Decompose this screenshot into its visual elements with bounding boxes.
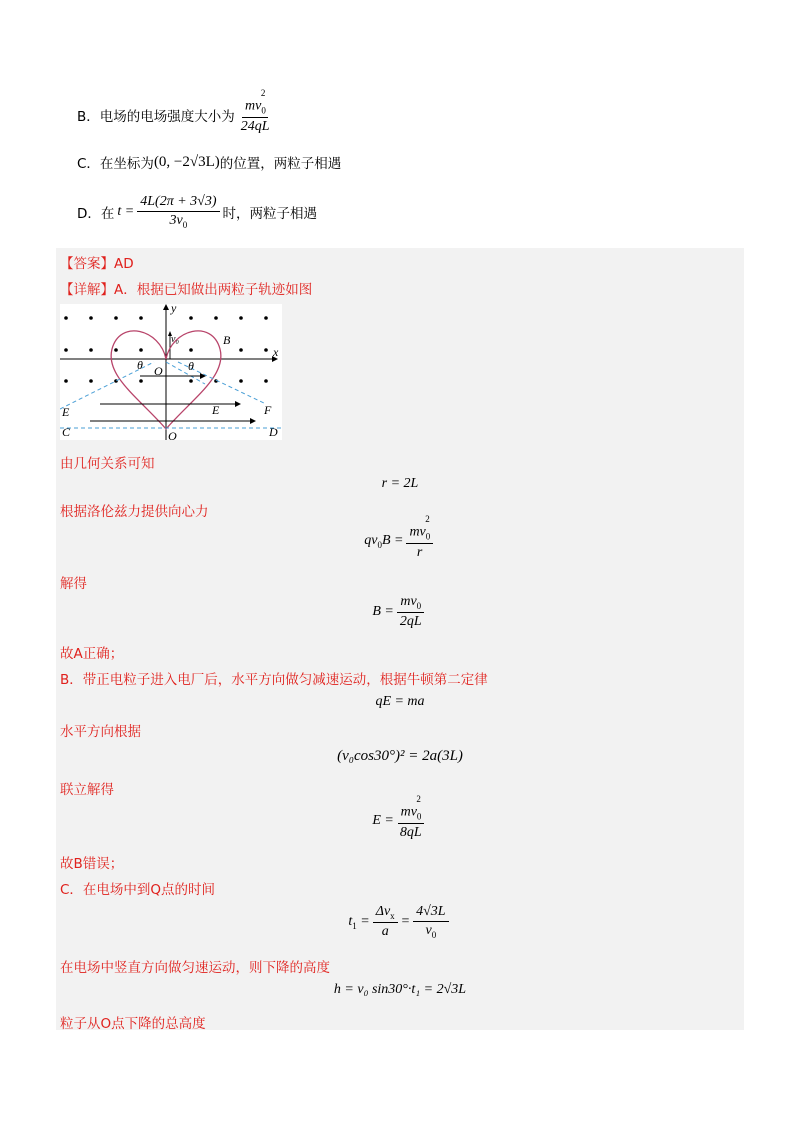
line-total: 粒子从O点下降的总高度 [60,1016,206,1032]
trajectory-figure [60,304,282,440]
option-c: C．在坐标为 (0, −2√3L) 的位置，两粒子相遇 [77,153,342,172]
eq-t1: $t_1$ = $\frac{\Delta v_x}{a}$ = $\frac{4√3L}{v_0}$ [56,904,744,940]
label-y: y [171,304,177,315]
label-e-left: E [62,405,70,419]
label-d: D [269,425,278,439]
detail-line: 【详解】A．根据已知做出两粒子轨迹如图 [60,282,313,298]
option-b-text: B．电场的电场强度大小为 [77,109,235,126]
option-b [77,88,276,135]
line-b-intro: B．带正电粒子进入电厂后，水平方向做匀减速运动，根据牛顿第二定律 [60,672,488,688]
line-solve1: 解得 [60,576,87,592]
label-c: C [62,425,71,439]
line-geometry: 由几何关系可知 [60,456,155,472]
line-b-wrong: 故B错误； [60,856,124,872]
label-f: F [264,403,272,417]
option-d-fraction: $\frac{4L(2\pi + 3√3)}{3v_0}$ [137,194,219,230]
trajectory-diagram [60,304,282,440]
label-v0: v₀ [171,334,179,345]
label-x: x [273,345,279,359]
eq-r: r = 2L [381,476,419,491]
label-o: O [154,364,163,378]
eq-b: B = $\frac{mv_0}{2qL}$ [56,594,744,630]
option-c-coordinate: (0, −2√3L) [153,153,220,170]
label-q: Q [168,429,177,440]
eq-kinematics: (v₀cos30°)² = 2a(3L) [337,748,463,764]
label-theta-left: θ [137,358,143,372]
option-d: D．在 t = $\frac{4L(2\pi + 3√3)}{3v_0}$ 时，两粒子相遇 [77,194,318,230]
eq-e: E = $\frac{mv_0^2}{8qL}$ [56,802,744,841]
label-b: B [223,333,231,347]
eq-h: h = v₀ sin30°·t₁ = 2√3L [333,982,467,997]
option-b-fraction: $\frac{mv_0^2}{24qL}$ [240,88,270,134]
eq-qe: qE = ma [375,694,425,709]
line-a-correct: 故A正确； [60,646,124,662]
line-lorentz: 根据洛伦兹力提供向心力 [60,504,209,520]
label-theta-right: θ [188,359,194,373]
answer-line: 【答案】AD [60,256,134,272]
line-horizontal: 水平方向根据 [60,724,141,740]
line-c-intro: C．在电场中到Q点的时间 [60,882,216,898]
eq-qvb: $qv_0B$ = $\frac{mv_0^2}{r}$ [56,522,744,561]
line-vertical: 在电场中竖直方向做匀速运动，则下降的高度 [60,960,330,976]
label-e-field: E [212,403,220,417]
line-combined: 联立解得 [60,782,114,798]
